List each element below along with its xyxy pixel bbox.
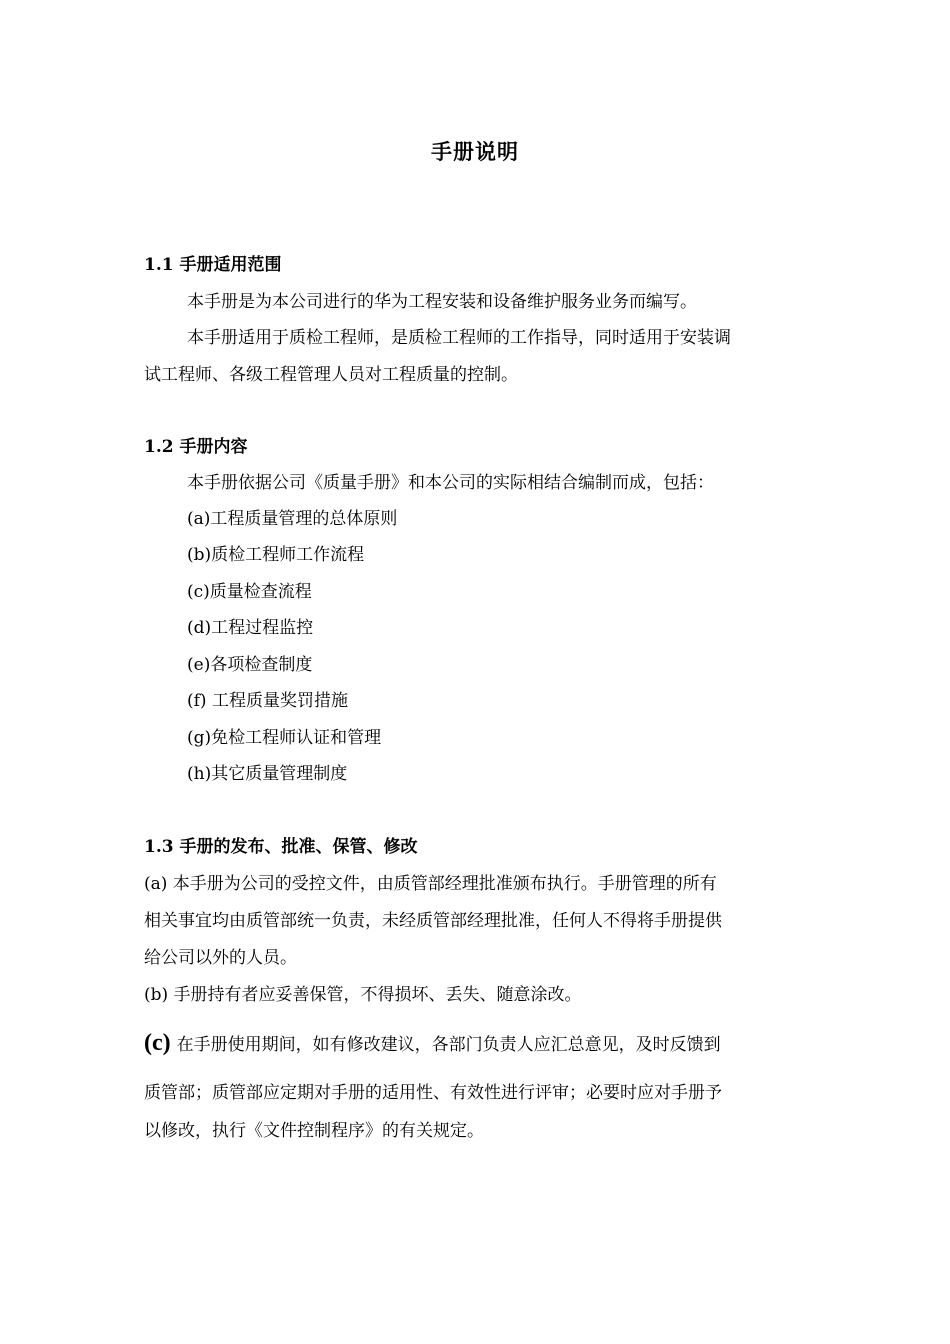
scope-paragraph-2-line-2: 试工程师、各级工程管理人员对工程质量的控制。	[144, 365, 518, 385]
contents-item-e: (e)各项检查制度	[187, 655, 313, 675]
scope-paragraph-1: 本手册是为本公司进行的华为工程安装和设备维护服务业务而编写。	[187, 292, 697, 312]
section-heading-release: 1.3 手册的发布、批准、保管、修改	[144, 837, 418, 857]
release-item-a-line-3: 给公司以外的人员。	[144, 948, 297, 968]
release-item-c-text: 在手册使用期间，如有修改建议，各部门负责人应汇总意见，及时反馈到	[176, 1035, 721, 1055]
release-item-a-line-2: 相关事宜均由质管部统一负责，未经质管部经理批准，任何人不得将手册提供	[144, 911, 722, 931]
release-item-c-line-3: 以修改，执行《文件控制程序》的有关规定。	[144, 1121, 484, 1141]
release-item-c-line-1	[144, 1028, 721, 1060]
contents-item-g: (g)免检工程师认证和管理	[187, 728, 382, 748]
release-item-c-line-2: 质管部；质管部应定期对手册的适用性、有效性进行评审；必要时应对手册予	[144, 1083, 722, 1103]
contents-item-b: (b)质检工程师工作流程	[187, 545, 365, 565]
page-title: 手册说明	[431, 139, 519, 164]
contents-item-f: (f) 工程质量奖罚措施	[187, 691, 348, 711]
scope-paragraph-2-line-1: 本手册适用于质检工程师，是质检工程师的工作指导，同时适用于安装调	[187, 328, 731, 348]
contents-item-h: (h)其它质量管理制度	[187, 764, 348, 784]
release-item-a-line-1: (a) 本手册为公司的受控文件，由质管部经理批准颁布执行。手册管理的所有	[144, 874, 717, 894]
contents-item-d: (d)工程过程监控	[187, 618, 314, 638]
release-item-b-line-1: (b) 手册持有者应妥善保管，不得损坏、丢失、随意涂改。	[144, 985, 582, 1005]
contents-intro: 本手册依据公司《质量手册》和本公司的实际相结合编制而成，包括：	[187, 473, 714, 493]
release-item-c-label: (c)	[144, 1030, 171, 1056]
section-heading-scope: 1.1 手册适用范围	[144, 255, 282, 275]
contents-item-c: (c)质量检查流程	[187, 582, 312, 602]
contents-item-a: (a)工程质量管理的总体原则	[187, 509, 398, 529]
section-heading-contents: 1.2 手册内容	[144, 437, 248, 457]
